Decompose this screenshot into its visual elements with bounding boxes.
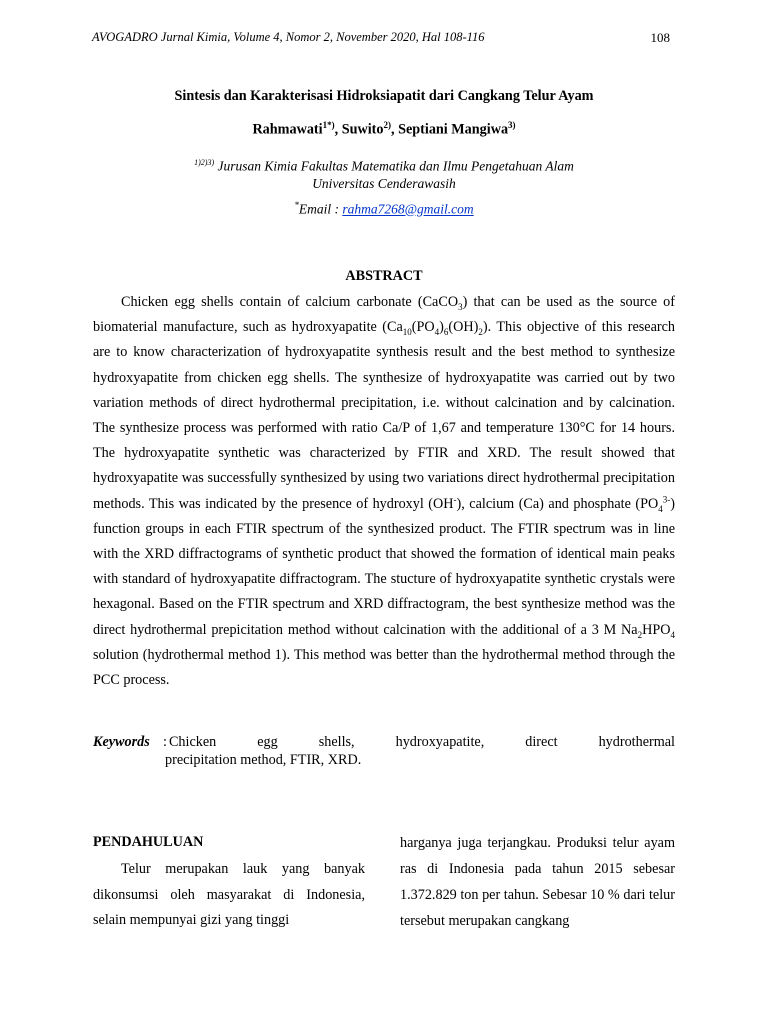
author-name: Septiani Mangiwa <box>398 121 509 138</box>
affiliation-mark: 1)2)3) <box>194 158 215 167</box>
affiliation-line: Jurusan Kimia Fakultas Matematika dan Ilmu Pengetahuan Alam <box>217 158 574 174</box>
page-number: 108 <box>650 30 670 45</box>
abstract-heading: ABSTRACT <box>345 268 423 284</box>
keywords-text: Chicken egg shells, hydroxyapatite, direct hydrothermal <box>168 734 675 750</box>
keywords <box>93 733 675 769</box>
email-link[interactable]: rahma7268@gmail.com <box>342 201 474 217</box>
email-label: Email : <box>298 201 343 217</box>
affiliation-line: Universitas Cenderawasih <box>312 175 456 191</box>
corresponding-email <box>0 200 768 218</box>
author-name: Suwito <box>341 121 384 138</box>
email-mark: * <box>294 200 299 210</box>
keywords-colon: : <box>163 734 167 750</box>
abstract-body: Chicken egg shells contain of calcium carbonate (CaCO$_3$) that can be used as the source of biomaterial manufacture, such as hydroxyapatite $(Ca_{10}(PO_4)_6(OH)_2)$. This objective of this research are to know characterization of hydroxyapatite synthesis result and the best method to synthesize hydroxyapatite from chicken egg shells. The synthesize of hydroxyapatite was carried out by two variation methods of direct hydrothermal precipitation, i.e. without calcination and by calcination. The synthesize process was performed with ratio Ca/P of 1,67 and temperature 130°C for 14 hours. The hydroxyapatite synthetic was characterized by FTIR and XRD. The result showed that hydroxyapatite was successfully synthesized by using two variations direct hydrothermal precipitation methods. This was indicated by the presence of hydroxyl (OH-), calcium (Ca) and phosphate $(PO_4^{3-})$ function groups in each FTIR spectrum of the synthesized product. The FTIR spectrum was in line with the XRD diffractograms of synthetic product that showed the formation of identical main peaks with standard of hydroxyapatite diffractogram. The stucture of hydroxyapatite synthetic crystals were hexagonal. Based on the FTIR spectrum and XRD diffractogram, the best synthesize method was the direct hydrothermal prepicitation method without calcination with the additional of a 3 M $Na_2HPO_4$ solution (hydrothermal method 1). This method was better than the hydrothermal method through the PCC process. <box>93 294 675 689</box>
paper-title: Sintesis dan Karakterisasi Hidroksiapatit dari Cangkang Telur Ayam <box>174 88 594 104</box>
author-mark: 2) <box>383 120 391 130</box>
author-list: Rahmawati$^{1*)}$, Suwito$^{2)}$, Septiani Mangiwa$^{3)}$ <box>252 120 516 138</box>
author-name: Rahmawati <box>252 121 323 138</box>
author-mark: 3) <box>508 120 516 130</box>
body-column-right: harganya juga terjangkau. Produksi telur ayam ras di Indonesia pada tahun 2015 sebesar 1.372.829 ton per tahun. Sebesar 10 % dari telur tersebut merupakan cangkang <box>400 835 675 929</box>
affiliation <box>0 154 768 192</box>
keywords-label: Keywords <box>93 734 150 750</box>
author-mark: 1*) <box>322 120 335 130</box>
body-column-left: Telur merupakan lauk yang banyak dikonsumsi oleh masyarakat di Indonesia, selain mempunyai gizi yang tinggi <box>93 861 365 928</box>
running-head: AVOGADRO Jurnal Kimia, Volume 4, Nomor 2, November 2020, Hal 108-116 <box>92 30 485 44</box>
section-heading: PENDAHULUAN <box>93 834 204 850</box>
keywords-text: precipitation method, FTIR, XRD. <box>165 752 362 768</box>
